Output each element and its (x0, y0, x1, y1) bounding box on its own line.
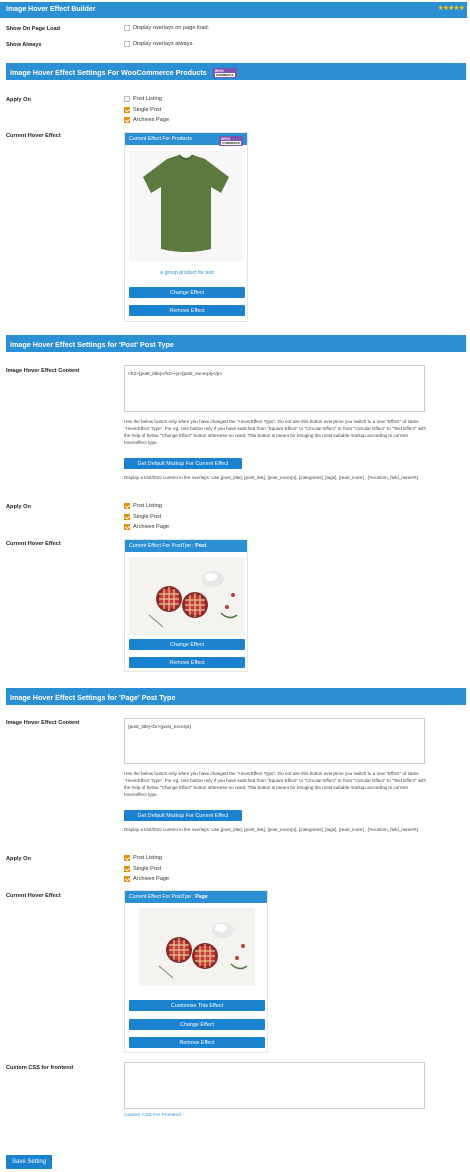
page-option-archives[interactable]: Archives Page (124, 876, 169, 882)
show-on-load-option[interactable]: Display overlays on page load. (124, 25, 209, 31)
checkbox[interactable] (124, 96, 130, 102)
page-effect-card (124, 890, 268, 1053)
post-effect-card (124, 539, 248, 672)
plugin-title-bar (0, 2, 467, 18)
checkbox-checked[interactable] (124, 514, 130, 520)
page-option-single-post[interactable]: Single Post (124, 866, 161, 872)
woo-option-archives[interactable]: Archives Page (124, 117, 169, 123)
checkbox-checked[interactable] (124, 107, 130, 113)
post-get-markup-button[interactable]: Get Default Markup For Current Effect (124, 458, 242, 469)
checkbox-checked[interactable] (124, 866, 130, 872)
woo-card-header: Current Effect For Products WOO COMMERCE (125, 133, 247, 145)
show-on-load-checkbox[interactable] (124, 25, 130, 31)
page-change-effect-button[interactable]: Change Effect (129, 1019, 265, 1030)
page-card-header: Current Effect For PostTpe : Page (125, 891, 267, 903)
checkbox-checked[interactable] (124, 117, 130, 123)
post-remove-effect-button[interactable]: Remove Effect (129, 657, 245, 668)
show-always-checkbox[interactable] (124, 41, 130, 47)
post-content-help: Display a text/html content in the overlays. Use,[post_title], [post_link], [post_excerpt], [categories], [tags], [read_more] , [%custom_field_name%] (124, 475, 419, 480)
woo-change-effect-button[interactable]: Change Effect (129, 287, 245, 298)
post-card-header: Current Effect For PostTpe : Post (125, 540, 247, 552)
post-change-effect-button[interactable]: Change Effect (129, 639, 245, 650)
page-customise-effect-button[interactable]: Customise This Effect (129, 1000, 265, 1011)
post-content-textarea[interactable]: <h2>{post_title}</h2><p>{post_excerpt}</p> (124, 365, 425, 412)
woocommerce-logo-icon: WOO COMMERCE (219, 136, 243, 146)
checkbox-checked[interactable] (124, 855, 130, 861)
woo-remove-effect-button[interactable]: Remove Effect (129, 305, 245, 316)
post-section-title: Image Hover Effect Settings for 'Post' Post Type (10, 340, 174, 349)
post-current-label: Current Hover Effect (6, 541, 61, 547)
post-markup-note: Use the below button only when you have changed the "HoverEffect Type". Do not use this button everytime you switch to a new "Effect" of same "HoverEffect Type". For eg. Use button only if you have switched from "Square Effect" to "Circular Effect" or from "Circular Effect" to "Text Effect" with the help of below "Change Effect" button otherwise no need. This button is meant for bringing the most suitable markup according to current hovereffect type. (124, 419, 427, 445)
page-remove-effect-button[interactable]: Remove Effect (129, 1037, 265, 1048)
woo-section-title: Image Hover Effect Settings For WooCommerce Products (10, 68, 207, 77)
page-section-title: Image Hover Effect Settings for 'Page' Post Type (10, 693, 176, 702)
page-section-header (6, 688, 466, 705)
page-current-label: Current Hover Effect (6, 893, 61, 899)
custom-css-textarea[interactable] (124, 1062, 425, 1109)
woo-option-single-post[interactable]: Single Post (124, 107, 161, 113)
checkbox-checked[interactable] (124, 876, 130, 882)
woo-current-label: Current Hover Effect (6, 133, 61, 139)
page-title: Image Hover Effect Builder (6, 6, 96, 13)
woo-option-post-listing[interactable]: Post Listing (124, 96, 162, 102)
page-markup-note: Use the below button only when you have changed the "HoverEffect Type". Do not use this button everytime you switch to a new "Effect" of same "HoverEffect Type". For eg. Use button only if you have switched from "Square Effect" to "Circular Effect" or from "Circular Effect" to "Text Effect" with the help of below "Change Effect" button otherwise no need. This button is meant for bringing the most suitable markup according to current hovereffect type. (124, 771, 427, 797)
woo-section-header (6, 63, 466, 80)
post-apply-label: Apply On (6, 504, 31, 510)
post-option-post-listing[interactable]: Post Listing (124, 503, 162, 509)
woo-apply-label: Apply On (6, 97, 31, 103)
post-option-archives[interactable]: Archives Page (124, 524, 169, 530)
show-always-label: Show Always (6, 42, 42, 48)
checkbox-checked[interactable] (124, 503, 130, 509)
page-content-label: Image Hover Effect Content (6, 720, 80, 726)
post-content-label: Image Hover Effect Content (6, 368, 80, 374)
product-caption[interactable]: a group product for test (160, 270, 214, 276)
show-on-load-label: Show On Page Load (6, 26, 61, 32)
woo-effect-card (124, 132, 248, 322)
page-apply-label: Apply On (6, 856, 31, 862)
post-effect-image (129, 557, 245, 635)
page-option-post-listing[interactable]: Post Listing (124, 855, 162, 861)
page-content-help: Display a text/html content in the overlays. Use,[post_title], [post_link], [post_excerpt], [categories], [tags], [read_more] , [%custom_field_name%] (124, 827, 419, 832)
woocommerce-logo-icon: WOO COMMERCE (213, 68, 237, 78)
post-section-header (6, 335, 466, 352)
custom-css-help: Custom CSS For Frontend (124, 1113, 181, 1118)
page-get-markup-button[interactable]: Get Default Markup For Current Effect (124, 810, 242, 821)
custom-css-label: Custom CSS for frontend (6, 1065, 74, 1071)
show-always-option[interactable]: Display overlays always. (124, 41, 194, 47)
rating-stars-icon: ★★★★★ (437, 5, 464, 12)
product-image (129, 151, 243, 261)
page-effect-image (139, 908, 255, 986)
save-setting-button[interactable]: Save Setting (6, 1155, 52, 1169)
post-option-single-post[interactable]: Single Post (124, 514, 161, 520)
checkbox-checked[interactable] (124, 524, 130, 530)
page-content-textarea[interactable]: {post_title}<br>{post_excerpt} (124, 718, 425, 764)
